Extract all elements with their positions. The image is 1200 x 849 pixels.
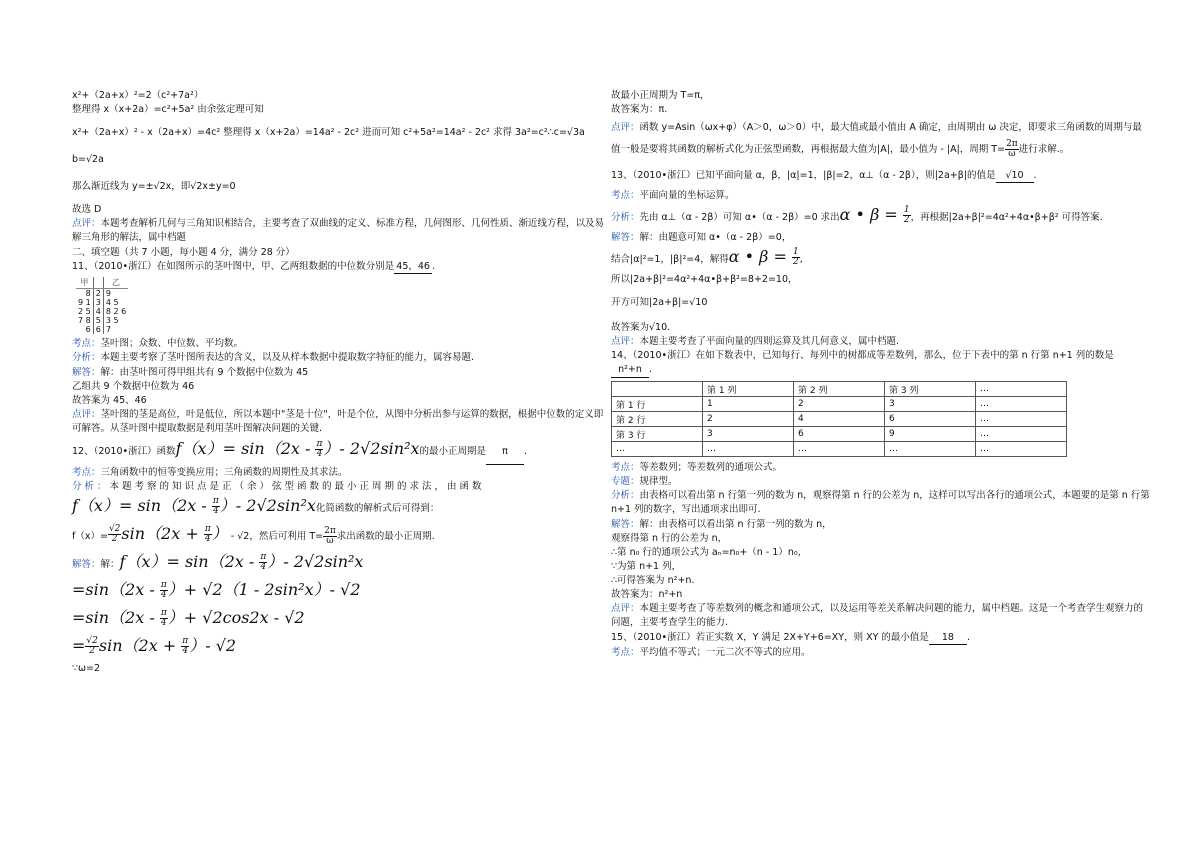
formula: $\frac{√2}{2}$ sin（2x + $\frac{\pi}{4}$ ）	[108, 524, 228, 544]
formula: $\frac{2\pi}{\omega}$	[324, 526, 336, 546]
formula: α • β = $\frac{1}{2}$	[839, 205, 910, 225]
review-text: 本题考查解析几何与三角知识相结合，主要考查了双曲线的定义、标准方程，几何图形、几何性质、渐近线方程，以及易解三角形的解法，属中档题	[72, 218, 605, 243]
tag-label: 点评：	[611, 336, 640, 347]
review-text: 进行求解.。	[1018, 144, 1070, 155]
question-text: 的最小正周期是	[419, 446, 487, 457]
tag-label: 点评：	[611, 603, 640, 614]
table-cell: …	[703, 442, 794, 457]
number-table	[611, 381, 1067, 457]
table-cell: …	[612, 442, 703, 457]
tag-label: 解答：	[611, 519, 640, 530]
text-line: 故最小正周期为 T=π，	[611, 90, 710, 101]
stem: 6	[93, 325, 103, 334]
text-line: 那么渐近线为 y=±√2x，即√2x±y=0	[72, 181, 236, 192]
point-text: 三角函数中的恒等变换应用；三角函数的周期性及其求法。	[100, 467, 348, 478]
analysis-text: 本题考察的知识点是正（余）弦型函数的最小正周期的求法，由函数	[109, 481, 485, 492]
tag-label: 考点：	[72, 467, 101, 478]
topic-line	[611, 475, 1151, 488]
formula-line: 结合|α|²=1，|β|²=4，解得α • β = $\frac{1}{2}$ ,	[611, 247, 803, 267]
point-text: 等差数列；等差数列的通项公式。	[639, 462, 783, 473]
text-line: x²+（2a+x）² - x（2a+x）=4c² 整理得 x（x+2a）=14a² - 2c² 进而可知 c²+5a²=14a² - 2c² 求得 3a²=c²∴c=√3a	[72, 127, 585, 138]
tag-label: 考点：	[611, 190, 640, 201]
table-cell: 第 1 列	[703, 382, 794, 397]
review-note	[611, 602, 1151, 630]
analysis-line	[72, 480, 612, 493]
analysis-text: 化简函数的解析式后可得到：	[315, 503, 440, 514]
table-cell: …	[976, 397, 1067, 412]
table-cell: 第 2 行	[612, 412, 703, 427]
table-cell: 第 1 行	[612, 397, 703, 412]
formula: f（x）= sin（2x - $\frac{\pi}{4}$ ）- 2√2sin²x	[119, 552, 364, 572]
text-line: 故答案为：n²+n	[611, 589, 683, 600]
right-column	[611, 88, 1151, 660]
point-text: 茎叶图；众数、中位数、平均数。	[100, 338, 244, 349]
point-line	[611, 189, 1151, 202]
text-line: 整理得 x（x+2a）=c²+5a² 由余弦定理可知	[72, 104, 264, 115]
review-text: 茎叶图的茎是高位，叶是低位，所以本题中"茎是十位"，叶是个位，从图中分析出参与运算的数据，根据中位数的定义即可解答。从茎叶图中提取数据是利用茎叶图解决问题的关键.	[72, 409, 604, 434]
point-line	[611, 461, 1151, 474]
table-cell	[612, 382, 703, 397]
leaf-right: 3 5	[105, 316, 119, 325]
question-text: 14、（2010•浙江）在如下数表中，已知每行、每列中的树都成等差数列，那么，位于下表中的第 n 行第 n+1 列的数是	[611, 350, 1114, 361]
stem-row	[76, 289, 128, 299]
table-row	[612, 382, 1067, 397]
leaf-left: 9 1	[78, 298, 91, 307]
stem-row	[76, 298, 128, 307]
table-cell: 4	[794, 412, 885, 427]
review-note	[72, 217, 612, 245]
table-cell: 1	[703, 397, 794, 412]
point-line	[72, 466, 612, 479]
solution-text: 解：由茎叶图可得甲组共有 9 个数据中位数为 45	[100, 367, 309, 378]
table-cell: …	[976, 412, 1067, 427]
formula: $\frac{2\pi}{\omega}$	[1006, 139, 1018, 159]
table-cell: …	[976, 382, 1067, 397]
answer-blank: n²+n	[611, 363, 649, 378]
left-column	[72, 88, 612, 676]
stem: 4	[93, 307, 103, 316]
tag-label: 专题：	[611, 476, 640, 487]
table-cell: 第 3 行	[612, 427, 703, 442]
table-cell: 6	[885, 412, 976, 427]
text-line: 观察得第 n 行的公差为 n，	[611, 533, 728, 544]
table-cell: …	[976, 442, 1067, 457]
solution-line	[72, 550, 612, 577]
leaf-left: 6	[85, 325, 91, 334]
text-line: 故答案为√10.	[611, 322, 671, 333]
text-line: 所以|2a+β|²=4α²+4α•β+β²=8+2=10，	[611, 274, 798, 285]
text-line: 故答案为：π.	[611, 104, 668, 115]
topic-text: 规律型。	[639, 476, 678, 487]
table-cell: 第 2 列	[794, 382, 885, 397]
tag-label: 考点：	[611, 462, 640, 473]
tag-label: 解答：	[611, 232, 640, 243]
answer-blank: π	[486, 440, 524, 465]
review-text: 本题主要考查了平面向量的四则运算及其几何意义，属中档题.	[639, 336, 900, 347]
question-14: 14、（2010•浙江）在如下数表中，已知每行、每列中的树都成等差数列，那么，位于下表中的第 n 行第 n+1 列的数是n²+n .	[611, 349, 1151, 378]
leaf-right: 8 2 6	[105, 307, 127, 316]
solution-line	[611, 518, 1151, 531]
analysis	[611, 489, 1151, 517]
stem: 3	[93, 298, 103, 307]
formula: f（x）= sin（2x - $\frac{\pi}{4}$ ）- 2√2sin²x	[72, 496, 316, 516]
text-line: ∴可得答案为 n²+n.	[611, 575, 695, 586]
question-13: 13、（2010•浙江）已知平面向量 α，β，|α|=1，|β|=2，α⊥（α - 2β），则|2a+β|的值是 √10 .	[611, 170, 1037, 181]
solution-text: 解：由题意可知 α•（α - 2β）=0，	[639, 232, 792, 243]
stem-header-row	[76, 277, 128, 289]
table-cell: 2	[703, 412, 794, 427]
analysis-text: 本题主要考察了茎叶图所表达的含义，以及从样本数据中提取数字特征的能力，属容易题.	[100, 352, 475, 363]
review-text: 本题主要考查了等差数列的概念和通项公式，以及运用等差关系解决问题的能力，属中档题。这是一个考查学生观察力的问题，主要考查学生的能力.	[611, 603, 1144, 628]
formula-line	[72, 634, 612, 661]
point-line	[611, 646, 1151, 659]
analysis-text: 求出函数的最小正周期.	[336, 531, 435, 542]
answer-blank: 45，46	[394, 260, 432, 274]
point-line	[72, 337, 612, 350]
leaf-left: 7 8	[78, 316, 91, 325]
tag-label: 分析：	[611, 212, 640, 223]
tag-label: 点评：	[72, 409, 101, 420]
formula: =sin（2x - $\frac{\pi}{4}$ ）+ √2（1 - 2sin²x）- √2	[72, 580, 361, 600]
tag-label: 考点：	[611, 647, 640, 658]
tag-label: 点评：	[72, 218, 101, 229]
formula: =sin（2x - $\frac{\pi}{4}$ ）+ √2cos2x - √2	[72, 608, 305, 628]
question-15: 15、（2010•浙江）若正实数 X，Y 满足 2X+Y+6=XY，则 XY 的最小值是 18 .	[611, 632, 970, 643]
text-line: 开方可知|2a+β|=√10	[611, 297, 708, 308]
stem: 5	[93, 316, 103, 325]
review-note	[72, 408, 612, 436]
review-line	[611, 335, 1151, 348]
table-cell: …	[885, 442, 976, 457]
text-line: 故选 D	[72, 204, 102, 215]
table-cell: …	[794, 442, 885, 457]
question-text: 11、（2010•浙江）在如图所示的茎叶图中，甲、乙两组数据的中位数分别是	[72, 261, 395, 272]
stem-row	[76, 316, 128, 325]
formula: α • β = $\frac{1}{2}$	[728, 247, 799, 267]
formula-line	[72, 494, 612, 521]
solution-line	[72, 366, 612, 379]
leaf-right: 7	[105, 325, 111, 334]
table-cell: 2	[794, 397, 885, 412]
analysis-line	[611, 203, 1151, 230]
solution-text: 解：	[100, 559, 120, 570]
tag-label: 分析：	[72, 481, 110, 492]
tag-label: 分析：	[611, 490, 640, 501]
tag-label: 解答：	[72, 559, 101, 570]
formula: = $\frac{√2}{2}$ sin（2x + $\frac{\pi}{4}$ ）- √2	[72, 636, 237, 656]
question-12: 12、（2010•浙江）函数f（x）= sin（2x - $\frac{\pi}{4}$ ）- 2√2sin²x的最小正周期是 π .	[72, 437, 612, 465]
tag-label: 点评：	[611, 122, 640, 133]
question-text: 13、（2010•浙江）已知平面向量 α，β，|α|=1，|β|=2，α⊥（α - 2β），则|2a+β|的值是	[611, 170, 996, 181]
review-text: 函数 y=Asin（ωx+φ）（A＞0，ω＞0）中，最大值或最小值由 A 确定，由周期由 ω 决定，即要求三角函数的周期与最值一般是要将其函数的解析式化为正弦型函数，再根据最大值为|A|，最小值为 - |A|，周期 T=	[611, 122, 1142, 155]
stem-row	[76, 307, 128, 316]
tag-label: 分析：	[72, 352, 101, 363]
stem-head-cell	[93, 277, 103, 289]
table-row	[612, 397, 1067, 412]
stem-row	[76, 325, 128, 334]
table-cell: 第 3 列	[885, 382, 976, 397]
stem-leaf-plot	[76, 277, 128, 334]
table-row	[612, 427, 1067, 442]
text-line: b=√2a	[72, 154, 104, 165]
text-line: ∵为第 n+1 列，	[611, 561, 682, 572]
leaf-right: 4 5	[105, 298, 119, 307]
review-note	[611, 117, 1151, 161]
table-cell: 3	[885, 397, 976, 412]
analysis-text: ，然后可利用 T=	[249, 531, 324, 542]
table-row	[612, 412, 1067, 427]
table-cell: 9	[885, 427, 976, 442]
question-text: 15、（2010•浙江）若正实数 X，Y 满足 2X+Y+6=XY，则 XY 的最小值是	[611, 632, 929, 643]
question-text: 12、（2010•浙江）函数	[72, 446, 176, 457]
leaf-left: 2 5	[78, 307, 91, 316]
question-11: 11、（2010•浙江）在如图所示的茎叶图中，甲、乙两组数据的中位数分别是 45，46 .	[72, 261, 436, 272]
point-text: 平均值不等式；一元二次不等式的应用。	[639, 647, 811, 658]
text-line: ∴第 n₀ 行的通项公式为 aₙ=n₀+（n - 1）n₀，	[611, 547, 808, 558]
solution-text: 解：由表格可以看出第 n 行第一列的数为 n，	[639, 519, 832, 530]
stem: 2	[93, 289, 103, 299]
formula: f（x）= sin（2x - $\frac{\pi}{4}$ ）- 2√2sin²x	[175, 439, 420, 459]
leaf-left: 8	[85, 289, 91, 298]
analysis-text: 由表格可以看出第 n 行第一列的数为 n，观察得第 n 行的公差为 n，这样可以写出各行的通项公式，本题要的是第 n 行第 n+1 列的数字，写出通项求出即可.	[611, 490, 1150, 515]
tag-label: 解答：	[72, 367, 101, 378]
text-line: x²+（2a+x）²=2（c²+7a²）	[72, 90, 204, 101]
solution-line	[611, 231, 1151, 244]
solution-text: 结合|α|²=1，|β|²=4，解得	[611, 254, 729, 265]
analysis-text: 先由 α⊥（α - 2β）可知 α•（α - 2β）=0 求出	[639, 212, 840, 223]
answer-blank: √10	[996, 169, 1034, 183]
tag-label: 考点：	[72, 338, 101, 349]
table-cell: …	[976, 427, 1067, 442]
formula-line: f（x）= $\frac{√2}{2}$ sin（2x + $\frac{\pi}{4}$ ） - √2，然后可利用 T= $\frac{2\pi}{\omega}$ 求出函数的最小正周期.	[72, 524, 435, 546]
text-line: 乙组共 9 个数据中位数为 46	[72, 381, 195, 392]
analysis-text: ，再根据|2a+β|²=4α²+4α•β+β² 可得答案.	[910, 212, 1103, 223]
leaf-right: 9	[105, 289, 111, 298]
stem-head-cell: 甲	[76, 277, 93, 289]
answer-blank: 18	[929, 631, 967, 645]
formula-line	[72, 606, 612, 633]
point-text: 平面向量的坐标运算。	[639, 190, 735, 201]
table-cell: 6	[794, 427, 885, 442]
formula-line	[72, 578, 612, 605]
analysis	[72, 351, 612, 365]
section-heading: 二、填空题（共 7 小题，每小题 4 分，满分 28 分）	[72, 247, 295, 258]
text-line: 故答案为 45、46	[72, 395, 147, 406]
table-cell: 3	[703, 427, 794, 442]
stem-head-cell: 乙	[103, 277, 128, 289]
text-line: ∵ω=2	[72, 663, 101, 674]
table-row	[612, 442, 1067, 457]
